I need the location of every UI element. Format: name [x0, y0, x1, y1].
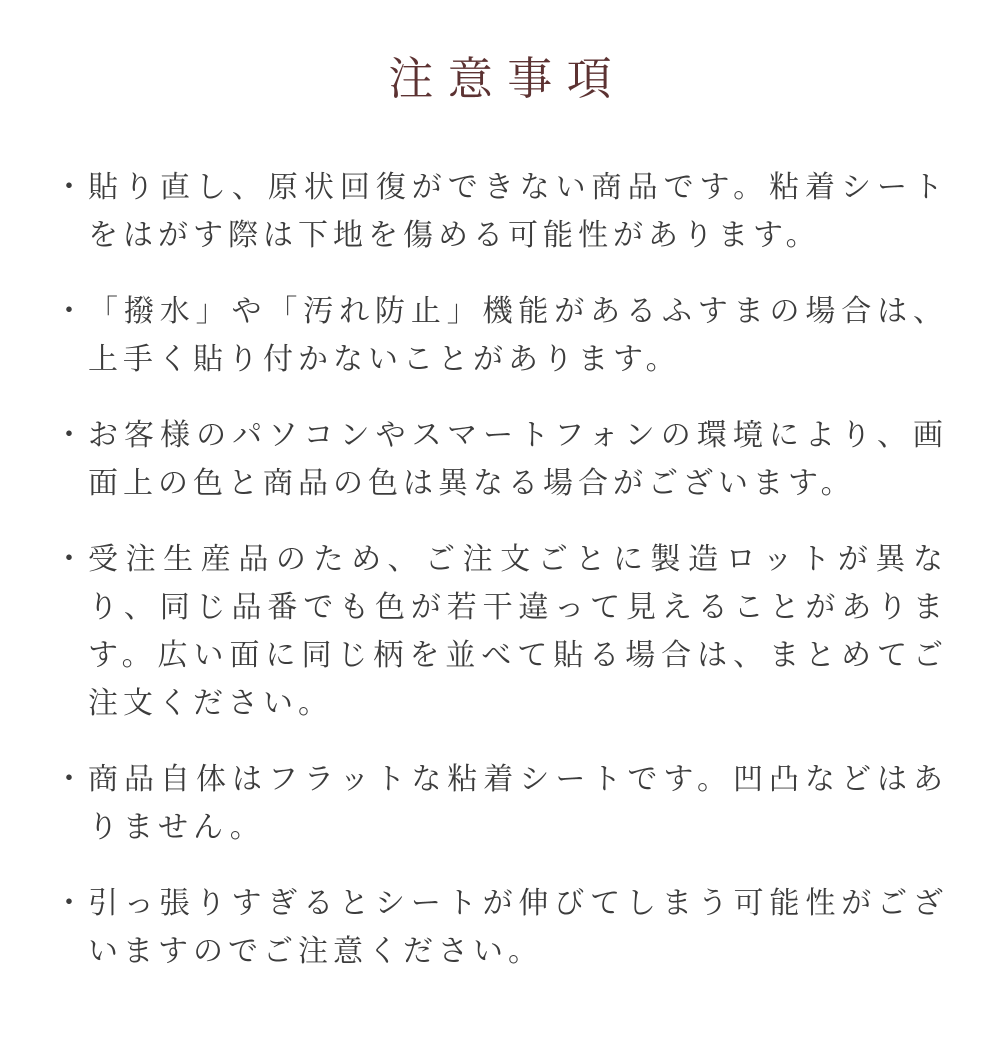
note-text: 引っ張りすぎるとシートが伸びてしまう可能性がございますのでご注意ください。 — [88, 887, 948, 968]
note-text: お客様のパソコンやスマートフォンの環境により、画面上の色と商品の色は異なる場合がございます。 — [88, 419, 948, 500]
page-title: 注意事項 — [388, 53, 626, 104]
note-text: 「撥水」や「汚れ防止」機能があるふすまの場合は、上手く貼り付かないことがあります。 — [88, 295, 948, 376]
note-text: 貼り直し、原状回復ができない商品です。粘着シートをはがす際は下地を傷める可能性があります。 — [88, 171, 948, 252]
bullet-icon: ・ — [54, 295, 89, 328]
list-item — [54, 880, 948, 976]
bullet-icon: ・ — [54, 171, 89, 204]
bullet-icon: ・ — [54, 763, 89, 796]
note-text: 受注生産品のため、ご注文ごとに製造ロットが異なり、同じ品番でも色が若干違って見えることがあります。広い面に同じ柄を並べて貼る場合は、まとめてご注文ください。 — [88, 543, 948, 720]
list-item — [54, 288, 948, 384]
list-item — [54, 756, 948, 852]
list-item — [54, 412, 948, 508]
bullet-icon: ・ — [54, 419, 89, 452]
notes-list — [54, 164, 948, 976]
bullet-icon: ・ — [54, 887, 89, 920]
list-item — [54, 164, 948, 260]
bullet-icon: ・ — [54, 543, 89, 576]
note-text: 商品自体はフラットな粘着シートです。凹凸などはありません。 — [88, 763, 948, 844]
list-item — [54, 536, 948, 728]
